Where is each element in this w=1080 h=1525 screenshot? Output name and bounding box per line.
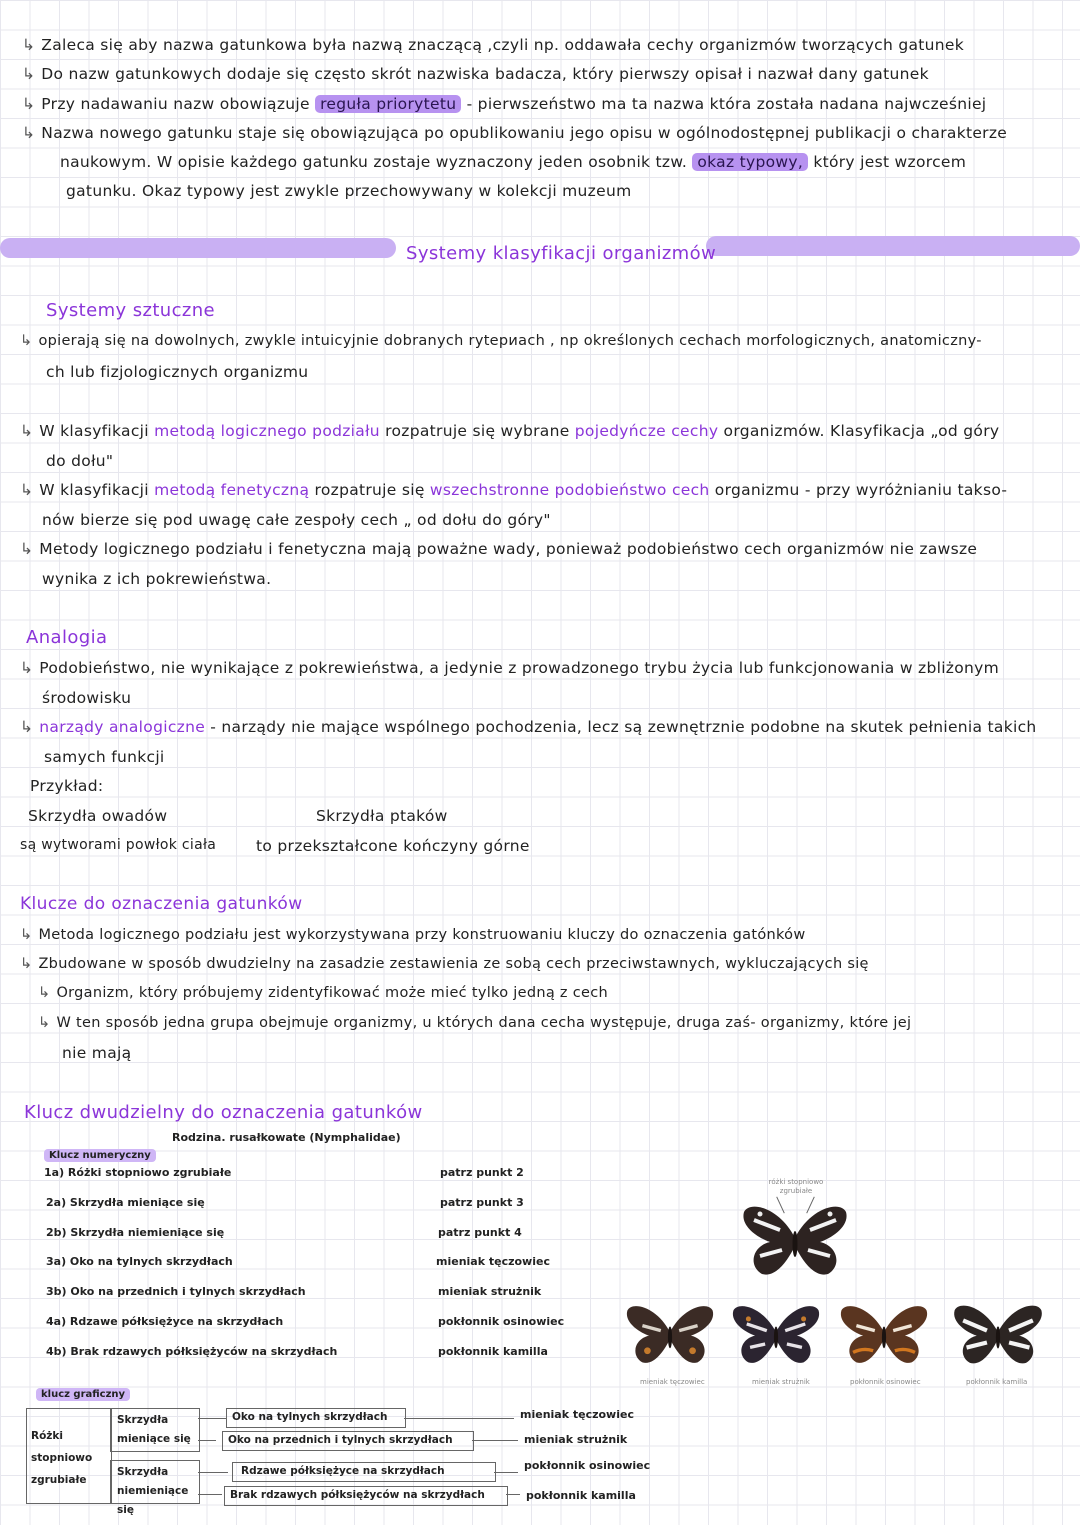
family-label: Rodzina. rusałkowate (Nymphalidae) bbox=[172, 1131, 401, 1144]
arrow-icon: ↳ bbox=[20, 333, 33, 349]
connector bbox=[472, 1440, 518, 1441]
key-row-left: 2a) Skrzydła mieniące się bbox=[46, 1196, 205, 1209]
connector bbox=[198, 1472, 228, 1473]
analogia-line-1: ↳ Podobieństwo, nie wynikające z pokrewieństwa, a jedynie z prowadzonego trybu życia lub funkcjonowania w zbliżonym bbox=[20, 659, 1000, 677]
numeric-key-tag: Klucz numeryczny bbox=[44, 1149, 156, 1162]
graphic-key-node-b2: Brak rdzawych półksiężyców na skrzydłach bbox=[224, 1486, 508, 1506]
key-row-left: 3b) Oko na przednich i tylnych skrzydłach bbox=[46, 1285, 306, 1298]
caption-butterfly-2: mieniak strużnik bbox=[752, 1378, 810, 1386]
graphic-key-root-label: Różki stopniowo zgrubiałe bbox=[31, 1430, 93, 1486]
arrow-icon: ↳ bbox=[38, 1015, 51, 1031]
connector bbox=[506, 1494, 520, 1495]
analogia-example-2-desc: to przekształcone kończyny górne bbox=[256, 837, 530, 855]
section-title-analogia: Analogia bbox=[26, 627, 108, 648]
banner-bar-left bbox=[0, 238, 396, 258]
key-row-left: 4a) Rdzawe półksiężyce na skrzydłach bbox=[46, 1315, 284, 1328]
sztuczne-p3: ↳ Metody logicznego podziału i fenetyczna mają poważne wady, ponieważ podobieństwo cech organizmów nie zawsze bbox=[20, 540, 978, 558]
arrow-icon: ↳ bbox=[20, 659, 34, 677]
sztuczne-line-2: ch lub fizjologicznych organizmu bbox=[46, 363, 309, 381]
banner-bar-right bbox=[706, 236, 1080, 256]
analogia-example-1-desc: są wytworami powłok ciała bbox=[20, 837, 217, 853]
arrow-icon: ↳ bbox=[22, 124, 36, 142]
key-row-left: 3a) Oko na tylnych skrzydłach bbox=[46, 1255, 233, 1268]
analogia-line-3: ↳ narządy analogiczne - narządy nie mające wspólnego pochodzenia, lecz są zewnętrznie podobne na skutek pełnienia takich bbox=[20, 718, 1037, 736]
connector bbox=[404, 1418, 514, 1419]
section-title-klucze: Klucze do oznaczenia gatunków bbox=[20, 894, 303, 914]
section-title-sztuczne: Systemy sztuczne bbox=[46, 300, 216, 321]
arrow-icon: ↳ bbox=[20, 718, 34, 736]
intro-line-2: ↳ Do nazw gatunkowych dodaje się często skrót nazwiska badacza, który pierwszy opisał i nazwał dany gatunek bbox=[22, 65, 929, 83]
arrow-icon: ↳ bbox=[20, 481, 34, 499]
connector bbox=[198, 1440, 216, 1441]
arrow-icon: ↳ bbox=[20, 956, 33, 972]
graphic-key-node-a2: Oko na przednich i tylnych skrzydłach bbox=[222, 1431, 474, 1451]
butterfly-mieniak-struznik-icon bbox=[730, 1300, 822, 1368]
butterfly-poklonnik-kamilla-icon bbox=[948, 1300, 1048, 1368]
highlight-regula-priorytetu: reguła priorytetu bbox=[315, 95, 461, 113]
klucze-line-3: ↳ Organizm, który próbujemy zidentyfikować może mieć tylko jedną z cech bbox=[38, 985, 609, 1001]
banner-title: Systemy klasyfikacji organizmów bbox=[406, 243, 717, 264]
graphic-key-tag: klucz graficzny bbox=[36, 1388, 130, 1401]
analogia-line-4: samych funkcji bbox=[44, 748, 165, 766]
klucze-line-4: ↳ W ten sposób jedna grupa obejmuje organizmy, u których dana cecha występuje, druga zaś- organizmy, które jej bbox=[38, 1015, 912, 1031]
sztuczne-p2: ↳ W klasyfikacji metodą fenetyczną rozpatruje się wszechstronne podobieństwo cech organizmu - przy wyróżnianiu takso- bbox=[20, 481, 1008, 499]
section-title-klucz-dwudzielny: Klucz dwudzielny do oznaczenia gatunków bbox=[24, 1102, 423, 1123]
sztuczne-line-1: ↳ opierają się na dowolnych, zwykle intuicyjnie dobranych rytериach , np określonych cechach morfologicznych, anatomiczny- bbox=[20, 333, 982, 349]
intro-line-4: ↳ Nazwa nowego gatunku staje się obowiązująca po opublikowaniu jego opisu w ogólnodostępnej publikacji o charakterze bbox=[22, 124, 1008, 142]
caption-butterfly-4: pokłonnik kamilla bbox=[966, 1378, 1028, 1386]
graphic-key-result-1: mieniak tęczowiec bbox=[520, 1408, 634, 1421]
arrow-icon: ↳ bbox=[38, 985, 51, 1001]
key-row-left: 4b) Brak rdzawych półksiężyców na skrzydłach bbox=[46, 1345, 338, 1358]
butterfly-main-icon bbox=[740, 1200, 850, 1280]
connector bbox=[198, 1418, 226, 1419]
graphic-key-root-box bbox=[26, 1408, 112, 1504]
key-row-right: patrz punkt 2 bbox=[440, 1166, 524, 1179]
caption-butterfly-1: mieniak tęczowiec bbox=[640, 1378, 705, 1386]
caption-butterfly-3: pokłonnik osinowiec bbox=[850, 1378, 921, 1386]
graphic-key-result-3: pokłonnik osinowiec bbox=[524, 1459, 651, 1472]
intro-line-3: ↳ Przy nadawaniu nazw obowiązuje reguła priorytetu - pierwszeństwo ma ta nazwa która została nadana najwcześniej bbox=[22, 95, 987, 113]
graphic-key-branch-b: Skrzydła niemieniące się bbox=[110, 1460, 200, 1504]
highlight-okaz-typowy: okaz typowy, bbox=[692, 153, 808, 171]
key-row-left: 2b) Skrzydła niemieniące się bbox=[46, 1226, 225, 1239]
klucze-line-5: nie mają bbox=[62, 1044, 132, 1062]
butterfly-poklonnik-osinowiec-icon bbox=[838, 1300, 930, 1368]
key-row-right: pokłonnik kamilla bbox=[438, 1345, 548, 1358]
analogia-example-label: Przykład: bbox=[30, 777, 104, 795]
key-row-right: pokłonnik osinowiec bbox=[438, 1315, 565, 1328]
arrow-icon: ↳ bbox=[20, 927, 33, 943]
connector bbox=[198, 1494, 222, 1495]
sztuczne-p1-cont: do dołu" bbox=[46, 452, 114, 470]
arrow-icon: ↳ bbox=[20, 422, 34, 440]
analogia-line-2: środowisku bbox=[42, 689, 132, 707]
analogia-example-1: Skrzydła owadów bbox=[28, 807, 168, 825]
sztuczne-p3-cont: wynika z ich pokrewieństwa. bbox=[42, 570, 272, 588]
key-row-left: 1a) Różki stopniowo zgrubiałe bbox=[44, 1166, 232, 1179]
key-row-right: patrz punkt 3 bbox=[440, 1196, 524, 1209]
klucze-line-2: ↳ Zbudowane w sposób dwudzielny na zasadzie zestawienia ze sobą cech przeciwstawnych, wykluczających się bbox=[20, 956, 869, 972]
arrow-icon: ↳ bbox=[20, 540, 34, 558]
key-row-right: patrz punkt 4 bbox=[438, 1226, 522, 1239]
graphic-key-node-b1: Rdzawe półksiężyce na skrzydłach bbox=[232, 1462, 496, 1482]
graphic-key-result-2: mieniak strużnik bbox=[524, 1433, 628, 1446]
butterfly-mieniak-teczowiec-icon bbox=[624, 1300, 716, 1368]
graphic-key-node-a1: Oko na tylnych skrzydłach bbox=[226, 1408, 406, 1428]
analogia-example-2: Skrzydła ptaków bbox=[316, 807, 448, 825]
intro-line-6: gatunku. Okaz typowy jest zwykle przechowywany w kolekcji muzeum bbox=[66, 182, 632, 200]
klucze-line-1: ↳ Metoda logicznego podziału jest wykorzystywana przy konstruowaniu kluczy do oznaczenia gatónków bbox=[20, 927, 806, 943]
intro-line-5: naukowym. W opisie każdego gatunku zostaje wyznaczony jeden osobnik tzw. okaz typowy, który jest wzorcem bbox=[60, 153, 967, 171]
sztuczne-p2-cont: nów bierze się pod uwagę całe zespoły cech „ od dołu do góry" bbox=[42, 511, 551, 529]
intro-line-1: ↳ Zaleca się aby nazwa gatunkowa była nazwą znaczącą ,czyli np. oddawała cechy organizmów tworzących gatunek bbox=[22, 36, 965, 54]
graphic-key-result-4: pokłonnik kamilla bbox=[526, 1489, 636, 1502]
caption-antennae: różki stopniowo zgrubiałe bbox=[768, 1178, 824, 1195]
key-row-right: mieniak strużnik bbox=[438, 1285, 542, 1298]
key-row-right: mieniak tęczowiec bbox=[436, 1255, 550, 1268]
arrow-icon: ↳ bbox=[22, 36, 36, 54]
graphic-key-branch-a: Skrzydła mieniące się bbox=[110, 1408, 200, 1452]
sztuczne-p1: ↳ W klasyfikacji metodą logicznego podziału rozpatruje się wybrane pojedyńcze cechy organizmów. Klasyfikacja „od góry bbox=[20, 422, 1000, 440]
connector bbox=[494, 1472, 518, 1473]
arrow-icon: ↳ bbox=[22, 65, 36, 83]
arrow-icon: ↳ bbox=[22, 95, 36, 113]
